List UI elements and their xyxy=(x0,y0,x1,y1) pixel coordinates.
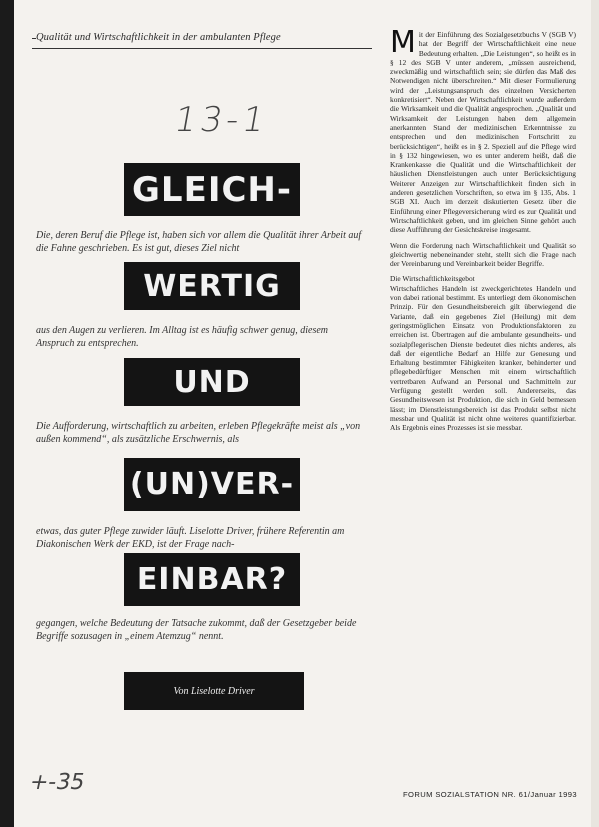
lead-paragraph-3: Die Aufforderung, wirtschaftlich zu arbeiten, erleben Pflegekräfte meist als „von außen kommend“, als zusätzliche Erschwernis, als xyxy=(36,421,361,445)
lead-paragraph-2: aus den Augen zu verlieren. Im Alltag ist es häufig schwer genug, diesem Anspruch zu entsprechen. xyxy=(36,325,328,349)
kicker-rule-bottom xyxy=(32,48,372,49)
page-footer: FORUM SOZIALSTATION NR. 61/Januar 1993 xyxy=(402,790,577,799)
title-word-1: GLEICH- xyxy=(124,163,300,216)
body-paragraph-1-text: it der Einführung des Sozialgesetzbuchs V (SGB V) hat der Begriff der Wirtschaftlichkeit eine neue Bedeutung erhalten. „Die Leistungen“, so heißt es in § 12 des SGB V unter anderem, „müssen ausreichend, zweckmäßig und wirtschaftlich sein; sie dürfen das Maß des Notwendigen nicht überschreiten.“ Mit dieser Formulierung wird der „Leistungsanspruch des einzelnen Versicherten konkretisiert“. Neben der Wirtschaftlichkeit wurde außerdem die Wirksamkeit und die Qualität angesprochen. „Qualität und Wirksamkeit der Leistungen haben dem allgemein anerkannten Stand der medizinischen Erkenntnisse zu entsprechen und den medizinischen Fortschritt zu berücksichtigen“, heißt es in § 2. Speziell auf die Pflege wird in § 132 hingewiesen, wo es unter anderem heißt, daß die Krankenkasse die Qualität und die Wirtschaftlichkeit der häuslichen Dienstleistungen auch unter Berücksichtigung Weiterer Anzeigen zur Wirtschaftlichkeit finden sich in anderen gesetzlichen Vorschriften, so etwa im § 135, Abs. 1 SGB XI. Auch im derzeit diskutierten Gesetz über die Einführung einer Pflegeversicherung wird es zur Qualität und Wirtschaftlichkeit geben, und im gleichen Sinne gehört auch diese Aufführung der Gesichtskreise insgesamt. xyxy=(390,30,576,235)
title-word-3: UND xyxy=(124,358,300,406)
kicker: Qualität und Wirtschaftlichkeit in der ambulanten Pflege xyxy=(36,32,380,43)
title-word-4: (UN)VER- xyxy=(124,458,300,511)
page-edge xyxy=(591,0,599,827)
lead-paragraph-5: gegangen, welche Bedeutung der Tatsache zukommt, daß der Gesetzgeber beide Begriffe sozusagen in „einem Atemzug“ nennt. xyxy=(36,618,357,642)
author-byline: Von Liselotte Driver xyxy=(124,672,304,710)
body-paragraph-2: Wenn die Forderung nach Wirtschaftlichkeit und Qualität so gleichwertig nebeneinander steht, stellt sich die Frage nach der Vereinbarung und Vereinbarkeit beider Begriffe. xyxy=(390,240,576,269)
body-paragraph-1 xyxy=(390,30,576,235)
lead-paragraph-1: Die, deren Beruf die Pflege ist, haben sich vor allem die Qualität ihrer Arbeit auf die Fahne geschrieben. Es ist gut, dieses Ziel nicht xyxy=(36,230,362,254)
handwritten-note: 13-1 xyxy=(171,100,272,140)
title-word-5: EINBAR? xyxy=(124,553,300,606)
drop-cap: M xyxy=(390,30,416,60)
lead-paragraph-4: etwas, das guter Pflege zuwider läuft. Liselotte Driver, frühere Referentin am Diakonischen Werk der EKD, ist der Frage nach- xyxy=(36,526,345,550)
handwritten-page-mark: +-35 xyxy=(27,770,88,795)
section-subhead: Die Wirtschaftlichkeitsgebot xyxy=(390,274,475,284)
title-word-2: WERTIG xyxy=(124,262,300,310)
body-column xyxy=(390,30,576,765)
body-paragraph-3: Wirtschaftliches Handeln ist zweckgerichtetes Handeln und von dabei rational bestimmt. Es unterliegt dem ökonomischen Prinzip. Für den Gesundheitsbereich gilt überwiegend die Variante, daß ein gegebenes Ziel (Heilung) mit dem geringstmöglichen Einsatz von Produktionsfaktoren zu erreichen ist. Übertragen auf die ambulante gesundheits- und sozialpflegerischen Dienste bedeutet dies nichts anderes, als daß der eigentliche Bedarf an Hilfe zur Genesung und Erhaltung bestimmter Fähigkeiten kranker, behinderter und pflegebedürftiger Menschen mit einem wirtschaftlich vertretbaren Aufwand an Personal und Sachmitteln zur Verfügung gestellt werden soll. Andererseits, das Gesundheitswesen ist Produktion, die sich in Geld bemessen lässt; im Dienstleistungsbereich ist das Produkt selbst nicht messbar und Qualität ist nicht ohne weiteres quantifizierbar. Als Ergebnis eines Prozesses ist sie messbar. xyxy=(390,283,576,433)
